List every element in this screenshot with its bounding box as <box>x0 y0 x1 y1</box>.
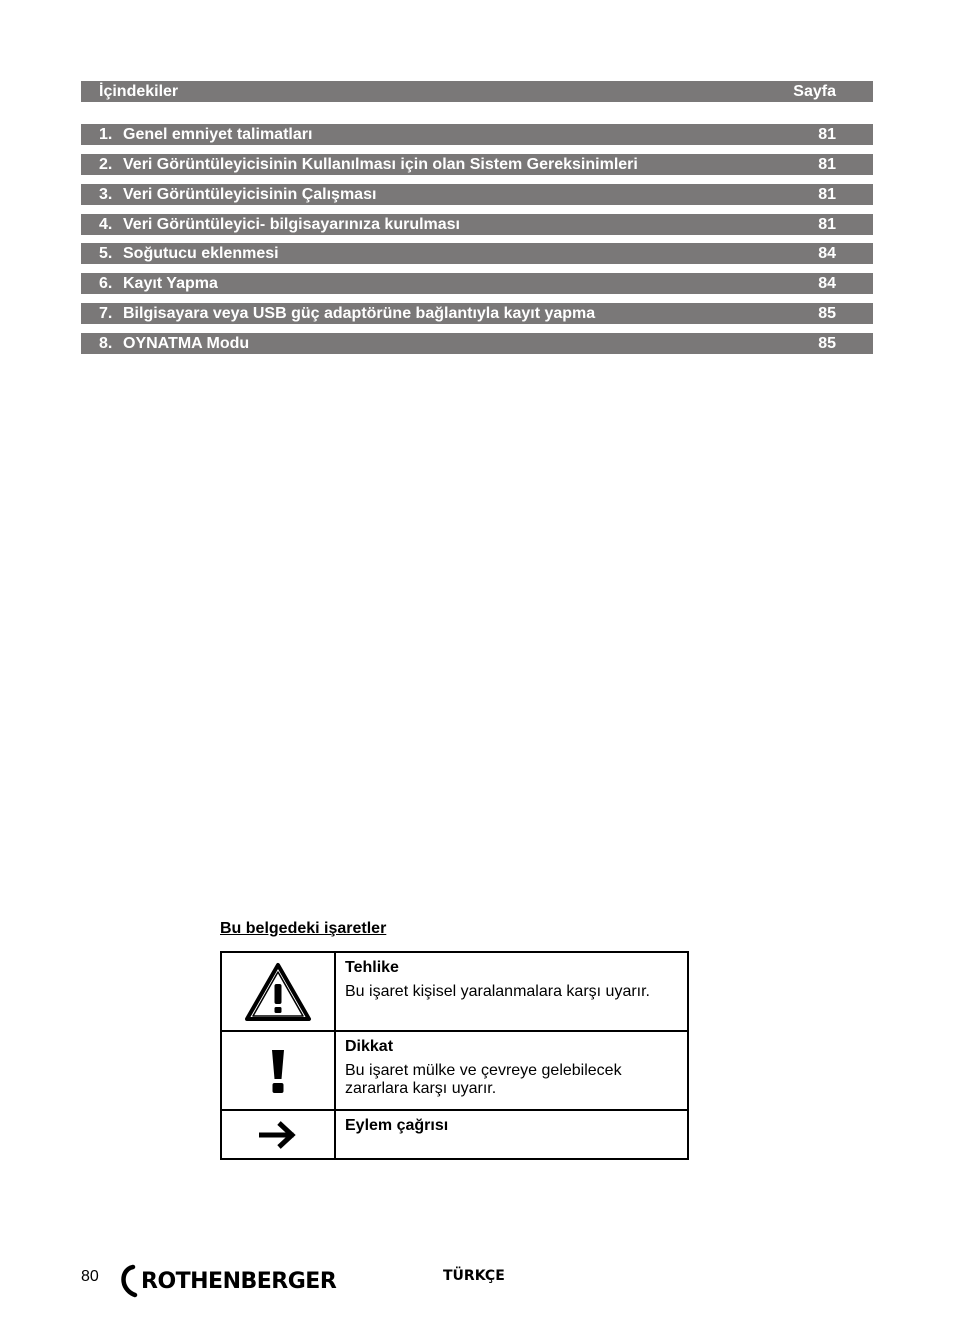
toc-item-page: 85 <box>818 305 836 322</box>
symbol-row-danger <box>222 953 687 1032</box>
language-label: TÜRKÇE <box>443 1268 505 1284</box>
toc-item[interactable] <box>81 124 873 145</box>
symbol-title: Tehlike <box>345 959 399 976</box>
arrow-right-icon <box>259 1119 297 1151</box>
brand-logo <box>117 1262 336 1300</box>
toc-item-label: Soğutucu eklenmesi <box>123 245 279 262</box>
exclamation-icon <box>268 1048 288 1094</box>
symbol-description: Bu işaret kişisel yaralanmalara karşı uyarır. <box>345 983 650 1000</box>
toc-item-page: 84 <box>818 275 836 292</box>
symbols-table <box>220 951 689 1160</box>
toc-item[interactable] <box>81 214 873 235</box>
toc-item-number: 5. <box>99 245 113 262</box>
toc-item[interactable] <box>81 154 873 175</box>
toc-item-label: Bilgisayara veya USB güç adaptörüne bağlantıyla kayıt yapma <box>123 305 596 322</box>
toc-item-label: Veri Görüntüleyici- bilgisayarınıza kurulması <box>123 216 460 233</box>
toc-item-page: 81 <box>818 186 836 203</box>
toc-item-page: 81 <box>818 126 836 143</box>
toc-item-number: 7. <box>99 305 113 322</box>
toc-item-number: 2. <box>99 156 113 173</box>
toc-item-label: Veri Görüntüleyicisinin Çalışması <box>123 186 377 203</box>
symbol-title: Eylem çağrısı <box>345 1117 449 1134</box>
symbol-row-caution <box>222 1032 687 1111</box>
symbol-row-action <box>222 1111 687 1158</box>
toc-item-label: Veri Görüntüleyicisinin Kullanılması için olan Sistem Gereksinimleri <box>123 156 638 173</box>
toc-item[interactable] <box>81 303 873 324</box>
toc-item-label: Genel emniyet talimatları <box>123 126 313 143</box>
toc-item-number: 1. <box>99 126 113 143</box>
symbols-title: Bu belgedeki işaretler <box>220 920 387 937</box>
toc-item-page: 84 <box>818 245 836 262</box>
toc-item-number: 4. <box>99 216 113 233</box>
toc-item-number: 3. <box>99 186 113 203</box>
toc-header-label: İçindekiler <box>99 83 179 100</box>
toc-item-label: Kayıt Yapma <box>123 275 218 292</box>
warning-triangle-icon <box>244 962 312 1022</box>
toc-item[interactable] <box>81 273 873 294</box>
page-number: 80 <box>81 1268 99 1285</box>
brand-swoosh-icon <box>117 1263 139 1299</box>
toc-item[interactable] <box>81 184 873 205</box>
toc-header <box>81 81 873 102</box>
toc-item-number: 8. <box>99 335 113 352</box>
toc-item-page: 85 <box>818 335 836 352</box>
toc-item-page: 81 <box>818 156 836 173</box>
toc-header-page-label: Sayfa <box>793 83 836 100</box>
symbol-title: Dikkat <box>345 1038 394 1055</box>
toc-item-label: OYNATMA Modu <box>123 335 250 352</box>
toc-item[interactable] <box>81 243 873 264</box>
toc-item[interactable] <box>81 333 873 354</box>
brand-name: ROTHENBERGER <box>141 1268 337 1294</box>
toc-item-page: 81 <box>818 216 836 233</box>
symbol-description: Bu işaret mülke ve çevreye gelebilecek zararlara karşı uyarır. <box>345 1062 622 1097</box>
toc-item-number: 6. <box>99 275 113 292</box>
